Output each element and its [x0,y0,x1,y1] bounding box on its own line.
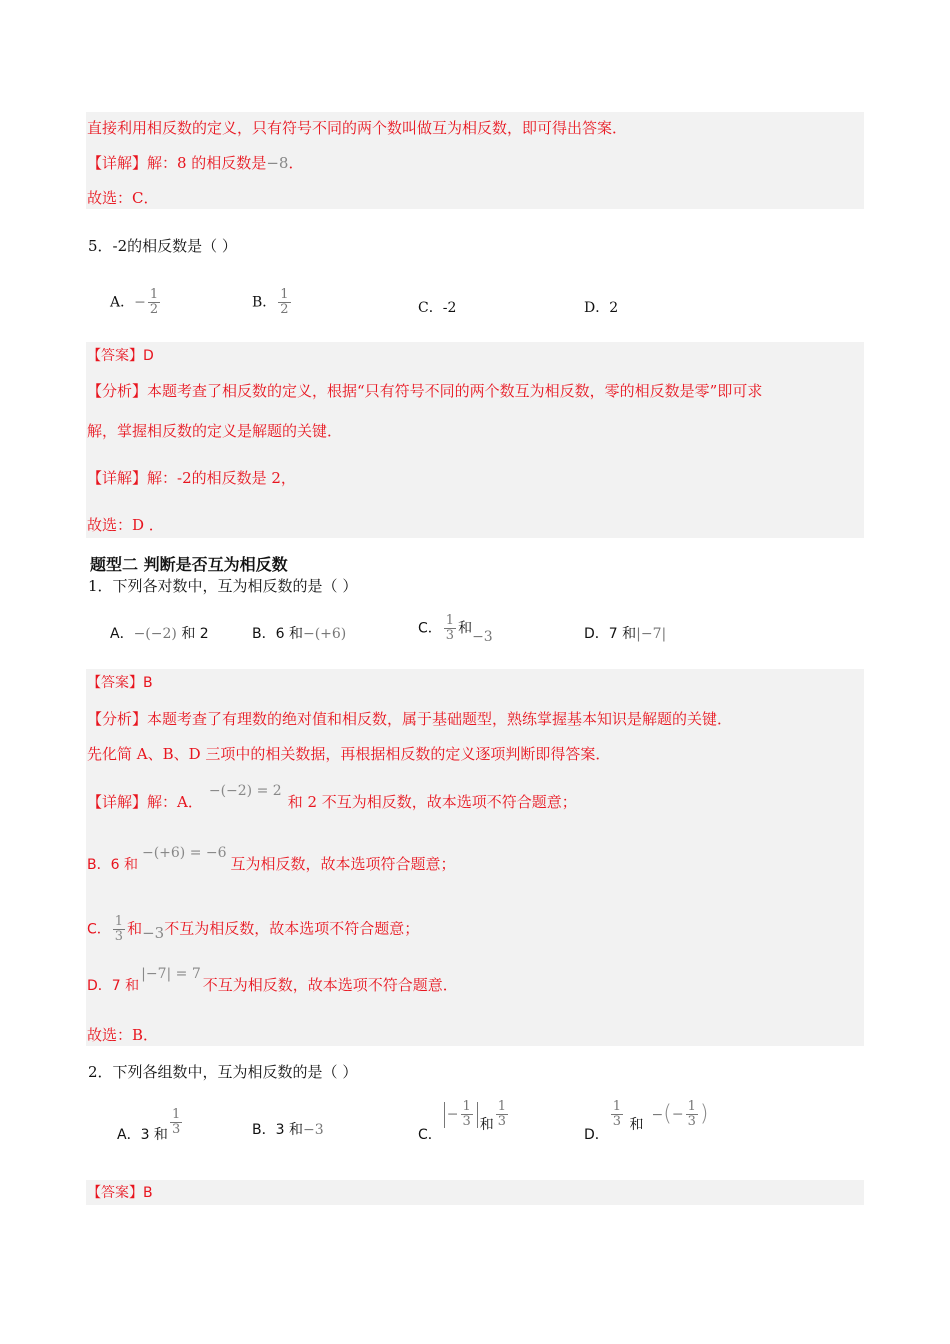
q5-option-b [252,288,293,317]
fraction [278,288,290,317]
math-expression: −(−2) [133,626,177,642]
paren-left: ( [663,1101,672,1127]
detail-suffix: 和 2 不互为相反数，故本选项不符合题意； [287,793,577,811]
q1-option-c [418,614,493,643]
denominator: 3 [462,1114,471,1129]
detail-c [87,915,419,944]
detail-d [87,966,458,996]
option-label: A．3 和 [117,1126,168,1143]
numerator: 1 [462,1099,471,1114]
fraction [686,1100,698,1129]
answer-line: 【答案】B [87,675,153,691]
minus-sign: − [134,294,146,311]
equals-part: = 7 [171,966,201,982]
fraction [611,1100,623,1129]
solution-block-5 [86,342,864,538]
math-expression: −8 [266,154,289,172]
fraction [461,1100,473,1129]
analysis-line-1: 【分析】本题考查了有理数的绝对值和相反数，属于基础题型，熟练掌握基本知识是解题的关键． [87,710,733,728]
solution-block-1 [86,669,864,1046]
q5-option-d: D．2 [584,300,619,316]
q1-option-a [110,624,209,644]
denominator: 2 [149,302,159,317]
detail-b [87,845,456,875]
denominator: 3 [114,929,124,944]
detail-suffix: ． [288,154,304,172]
numerator: 1 [280,287,289,302]
option-label: B． [252,294,277,311]
solution-text: 直接利用相反数的定义，只有符号不同的两个数叫做互为相反数，即可得出答案． [87,119,628,137]
numerator: 1 [114,914,124,929]
choice-line: 故选：B． [87,1026,159,1044]
analysis-line-2: 先化简 A、B、D 三项中的相关数据，再根据相反数的定义逐项判断即得答案． [87,745,611,763]
option-label: C． [418,620,442,637]
solution-block-0 [86,112,864,209]
absolute-value: |−7| [636,626,667,642]
numerator: 1 [497,1099,507,1114]
denominator: 3 [612,1114,622,1129]
option-label: D．7 和 [584,626,637,642]
abs-content: −7 [145,966,167,982]
section-title: 题型二 判断是否互为相反数 [90,555,288,574]
detail-prefix: C． [87,921,111,938]
q1-option-b [252,624,346,644]
detail-prefix: B．6 和 [87,857,138,873]
detail-prefix: D．7 和 [87,978,140,994]
math-expression: |−7| = 7 [141,966,201,982]
answer-line: 【答案】D [87,348,154,364]
absolute-value [442,1100,480,1129]
minus-sign: − [651,1106,664,1123]
minus-sign: − [446,1106,459,1123]
denominator: 3 [171,1122,181,1137]
analysis-line-2: 解，掌握相反数的定义是解题的关键． [87,422,343,440]
fraction [444,614,456,643]
fraction [170,1108,182,1137]
abs-bar-left [444,1102,445,1128]
q2-option-d [584,1099,709,1143]
detail-suffix: 互为相反数，故本选项符合题意； [230,855,456,873]
numerator: 1 [149,287,159,302]
paren-right: ) [699,1101,709,1127]
fraction [113,915,125,944]
q1-option-d [584,624,666,644]
detail-prefix: 【详解】解：A． [87,793,203,811]
detail-a [87,783,577,813]
q2-option-a [117,1107,184,1143]
solution-block-2 [86,1180,864,1205]
denominator: 3 [497,1114,507,1129]
math-expression: −(+6) = −6 [141,845,227,861]
math-expression: −(−2) = 2 [208,783,282,799]
detail-suffix: 不互为相反数，故本选项不符合题意； [164,919,420,938]
choice-line: 故选：C． [87,189,159,207]
option-tail: 和 2 [176,626,209,642]
inner-minus: − [671,1106,684,1123]
option-label: A． [110,626,134,642]
abs-content: −7 [640,626,662,642]
abs-bar-right [477,1102,478,1128]
denominator: 2 [280,302,289,317]
answer-line: 【答案】B [87,1185,153,1201]
numerator: 1 [687,1099,696,1114]
q2-option-c [418,1099,510,1143]
numerator: 1 [445,613,455,628]
fraction [496,1100,508,1129]
detail-suffix: 不互为相反数，故本选项不符合题意． [202,976,458,994]
option-label: A． [110,294,135,311]
numerator: 1 [612,1099,622,1114]
analysis-line-1: 【分析】本题考查了相反数的定义，根据“只有符号不同的两个数互为相反数，零的相反数是零”即可求 [87,382,763,400]
detail-text: 【详解】解：8 的相反数是 [87,154,267,172]
denominator: 3 [445,628,455,643]
q5-option-c: C．-2 [418,300,457,316]
choice-line: 故选：D ． [87,516,164,534]
math-expression: −(+6) [302,626,347,642]
option-label: B．3 和 [252,1122,303,1138]
detail-line: 【详解】解：-2的相反数是 2， [87,469,296,487]
question-1-stem: 1．下列各对数中，互为相反数的是（ ） [88,577,358,595]
q2-option-b [252,1120,324,1140]
option-label: C． [418,1126,442,1143]
math-expression: −3 [142,923,165,942]
option-mid: 和 [458,620,473,637]
detail-mid: 和 [127,919,143,938]
denominator: 3 [687,1114,696,1129]
math-expression: −3 [302,1122,324,1138]
math-expression: −3 [472,628,493,645]
fraction [148,288,160,317]
detail-line [87,153,303,173]
option-mid: 和 [479,1116,494,1133]
numerator: 1 [171,1107,181,1122]
question-2-stem: 2．下列各组数中，互为相反数的是（ ） [88,1063,358,1081]
question-5-stem: 5．-2的相反数是（ ） [88,237,237,255]
q5-option-a [110,288,162,317]
option-label: D． [584,1126,609,1143]
option-mid: 和 [625,1116,644,1133]
option-label: B．6 和 [252,626,303,642]
